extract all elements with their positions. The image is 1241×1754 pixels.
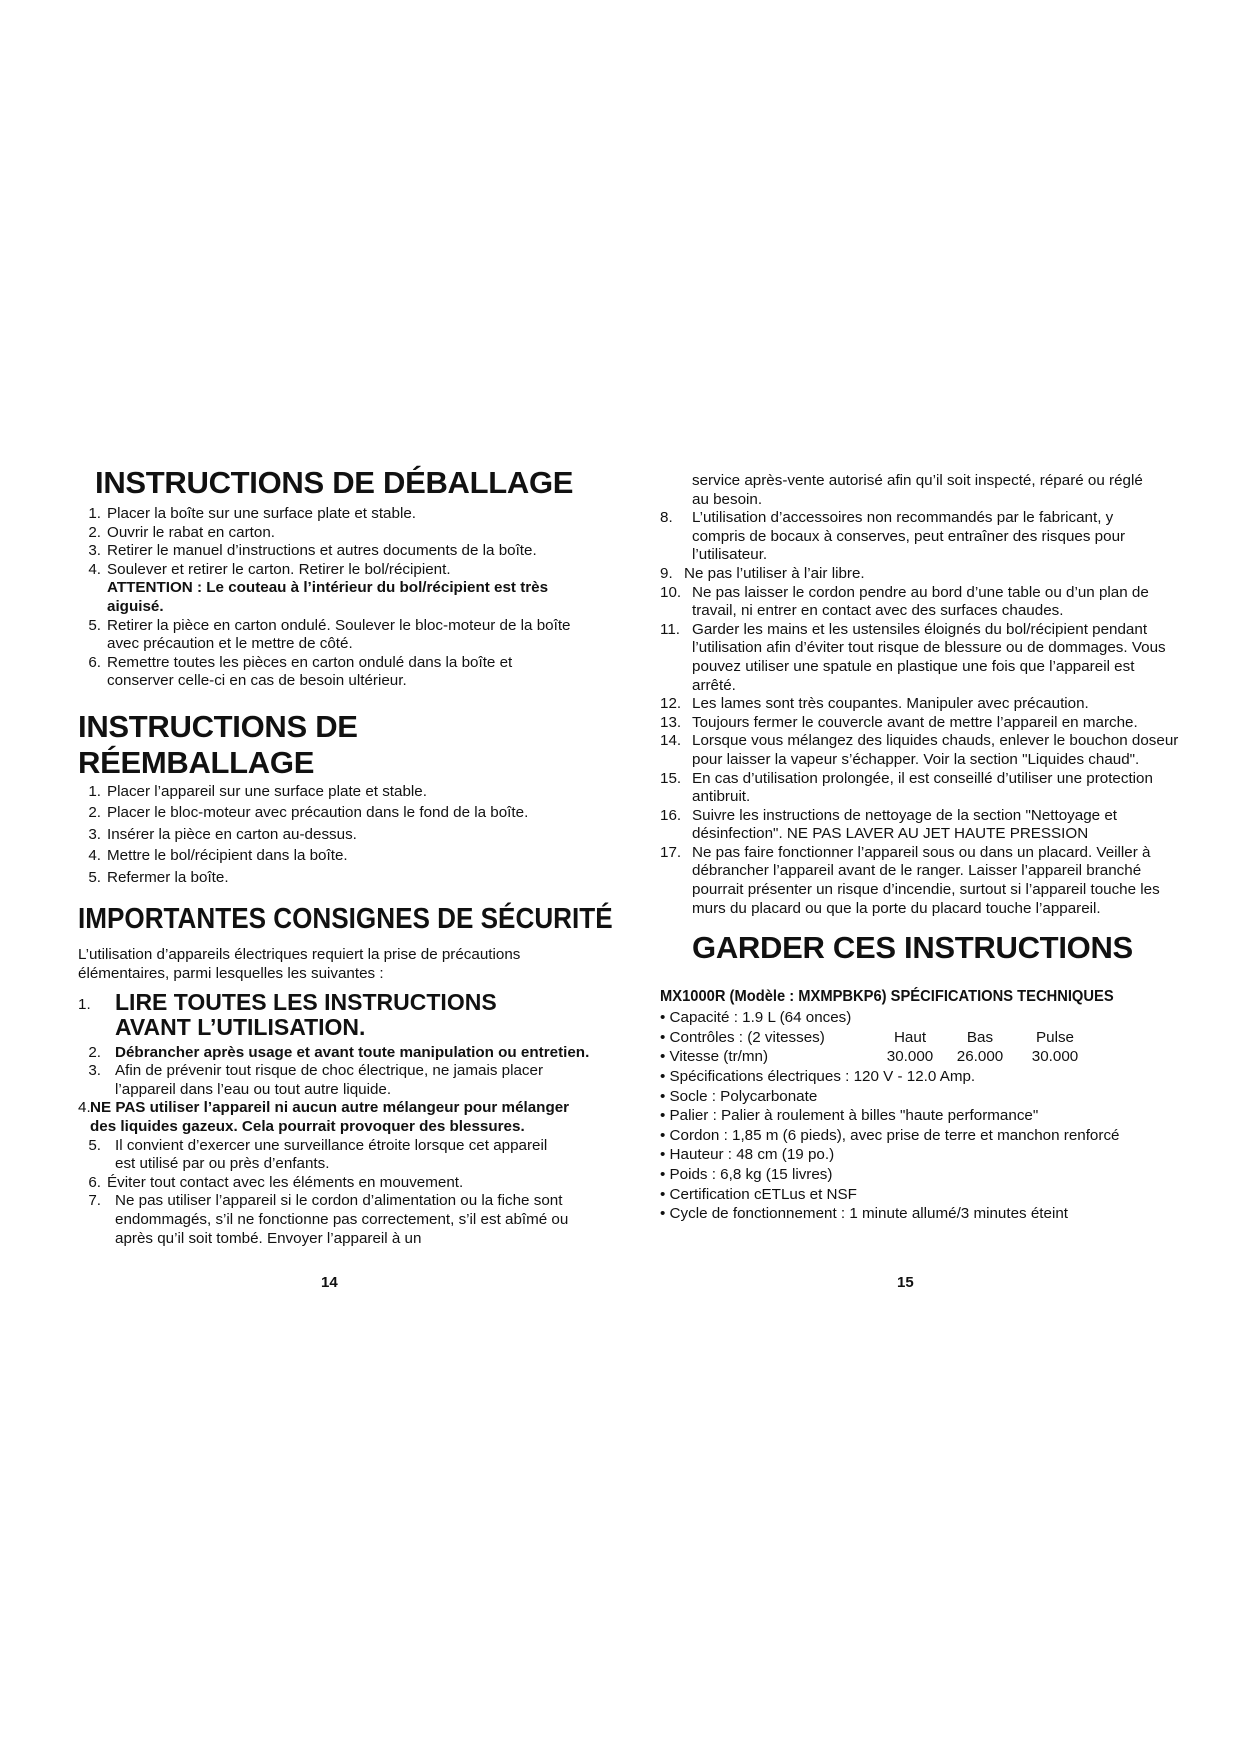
list-item: 2. Placer le bloc-moteur avec précaution dans le fond de la boîte. <box>88 804 529 822</box>
knife-warning: ATTENTION : Le couteau à l’intérieur du bol/récipient est très aiguisé. <box>107 579 549 615</box>
list-item: 10. Ne pas laisser le cordon pendre au bord d’une table ou d’un plan de travail, ni entrer en contact avec des surfaces chaudes. <box>660 583 1149 620</box>
list-item: 3. Insérer la pièce en carton au-dessus. <box>88 825 357 843</box>
spec-line: • Spécifications électriques : 120 V - 12.0 Amp. <box>660 1068 976 1086</box>
spec-line: • Cycle de fonctionnement : 1 minute allumé/3 minutes éteint <box>660 1205 1069 1223</box>
list-item: 5. Refermer la boîte. <box>88 868 229 886</box>
spec-val-bas: 26.000 <box>956 1048 1004 1066</box>
safety-continuation: service après-vente autorisé afin qu’il soit inspecté, réparé ou réglé au besoin. <box>692 472 1143 508</box>
safety-list-right <box>660 509 1180 918</box>
safety-list-left <box>78 990 590 1249</box>
spec-line: • Cordon : 1,85 m (6 pieds), avec prise de terre et manchon renforcé <box>660 1126 1120 1144</box>
list-item: 16. Suivre les instructions de nettoyage de la section "Nettoyage et désinfection". NE PAS LAVER AU JET HAUTE PRESSION <box>660 806 1117 843</box>
list-item: 6. Éviter tout contact avec les éléments en mouvement. <box>88 1173 464 1191</box>
list-item: 4. Mettre le bol/récipient dans la boîte. <box>88 847 348 865</box>
spec-speed: • Vitesse (tr/mn) <box>660 1048 768 1066</box>
list-item: 8. L’utilisation d’accessoires non recommandés par le fabricant, y compris de bocaux à conserves, peut entraîner des risques pour l’utilisateur. <box>660 509 1126 564</box>
list-item: 3. Afin de prévenir tout risque de choc électrique, ne jamais placer l’appareil dans l’eau ou tout autre liquide. <box>88 1062 544 1098</box>
unpacking-title: INSTRUCTIONS DE DÉBALLAGE <box>95 465 574 500</box>
keep-instructions-title: GARDER CES INSTRUCTIONS <box>692 930 1133 966</box>
safety-title: IMPORTANTES CONSIGNES DE SÉCURITÉ <box>78 903 613 936</box>
spec-line: • Palier : Palier à roulement à billes "haute performance" <box>660 1107 1039 1125</box>
spec-line: • Hauteur : 48 cm (19 po.) <box>660 1146 835 1164</box>
list-item: 9. Ne pas l’utiliser à l’air libre. <box>660 564 865 582</box>
list-item: 11. Garder les mains et les ustensiles éloignés du bol/récipient pendant l’utilisation afin d’éviter tout risque de blessure ou de dommages. Vous pouvez utiliser une spatule en plastique une fois que l’appareil est arrêté. <box>660 620 1166 694</box>
spec-line: • Poids : 6,8 kg (15 livres) <box>660 1166 833 1183</box>
list-item: 1. Placer la boîte sur une surface plate et stable. <box>88 505 416 522</box>
left-page <box>78 465 613 1248</box>
list-item: 6. Remettre toutes les pièces en carton ondulé dans la boîte et conserver celle-ci en cas de besoin ultérieur. <box>88 653 513 690</box>
list-item: 12. Les lames sont très coupantes. Manipuler avec précaution. <box>660 695 1089 713</box>
spec-controls: • Contrôles : (2 vitesses) <box>660 1028 825 1046</box>
list-item: 4. NE PAS utiliser l’appareil ni aucun autre mélangeur pour mélanger des liquides gazeux. Cela pourrait provoquer des blessures. <box>78 1099 570 1135</box>
spec-val-haut: 30.000 <box>886 1048 934 1066</box>
page-number-left: 14 <box>321 1274 338 1291</box>
repacking-list <box>78 781 590 889</box>
list-item: 14. Lorsque vous mélangez des liquides chauds, enlever le bouchon doseur pour laisser la vapeur s’échapper. Voir la section "Liquides chaud". <box>660 732 1179 768</box>
repacking-title: INSTRUCTIONS DE RÉEMBALLAGE <box>78 708 358 780</box>
unpacking-list <box>78 505 590 691</box>
spec-capacity: • Capacité : 1.9 L (64 onces) <box>660 1009 852 1027</box>
specs-title: MX1000R (Modèle : MXMPBKP6) SPÉCIFICATIONS TECHNIQUES <box>660 988 1114 1006</box>
list-item: 4. Soulever et retirer le carton. Retirer le bol/récipient. ATTENTION : Le couteau à l’intérieur du bol/récipient est très aiguisé. <box>78 561 590 617</box>
list-item: 13. Toujours fermer le couvercle avant de mettre l’appareil en marche. <box>660 713 1138 731</box>
list-item: 5. Retirer la pièce en carton ondulé. Soulever le bloc-moteur de la boîte avec précaution et le mettre de côté. <box>88 616 571 653</box>
right-page <box>660 472 1180 1224</box>
spec-line: • Socle : Polycarbonate <box>660 1087 818 1105</box>
specs-table <box>660 1008 1095 1067</box>
page-number-right: 15 <box>897 1274 914 1291</box>
list-item: 2. Débrancher après usage et avant toute manipulation ou entretien. <box>88 1043 590 1061</box>
spec-col-haut: Haut <box>893 1028 927 1046</box>
list-item: 17. Ne pas faire fonctionner l’appareil sous ou dans un placard. Veiller à débrancher l’appareil avant de le ranger. Laisser l’appareil branché pourrait présenter un risque d’incendie, surtout si l’appareil touche les murs du placard ou que la porte du placard touche l’appareil. <box>660 843 1160 917</box>
safety-intro: L’utilisation d’appareils électriques requiert la prise de précautions élémentaires, parmi lesquelles les suivantes : <box>78 946 521 983</box>
list-item: 7. Ne pas utiliser l’appareil si le cordon d’alimentation ou la fiche sont endommagés, s’il ne fonctionne pas correctement, s’il est abîmé ou après qu’il soit tombé. Envoyer l’appareil à un <box>88 1192 569 1247</box>
spec-line: • Certification cETLus et NSF <box>660 1185 857 1203</box>
list-item: 1. Placer l’appareil sur une surface plate et stable. <box>88 782 427 800</box>
spec-lines <box>660 1067 1180 1224</box>
list-item: 3. Retirer le manuel d’instructions et autres documents de la boîte. <box>88 542 537 560</box>
spec-col-bas: Bas <box>966 1028 994 1046</box>
list-item: 1. LIRE TOUTES LES INSTRUCTIONS AVANT L’UTILISATION. <box>78 988 497 1040</box>
list-item: 5. Il convient d’exercer une surveillance étroite lorsque cet appareil est utilisé par ou près d’enfants. <box>88 1136 548 1173</box>
list-item: 15. En cas d’utilisation prolongée, il est conseillé d’utiliser une protection antibruit. <box>660 769 1153 806</box>
spec-col-pulse: Pulse <box>1036 1028 1074 1046</box>
list-item: 2. Ouvrir le rabat en carton. <box>88 523 275 541</box>
spec-val-pulse: 30.000 <box>1031 1048 1079 1066</box>
